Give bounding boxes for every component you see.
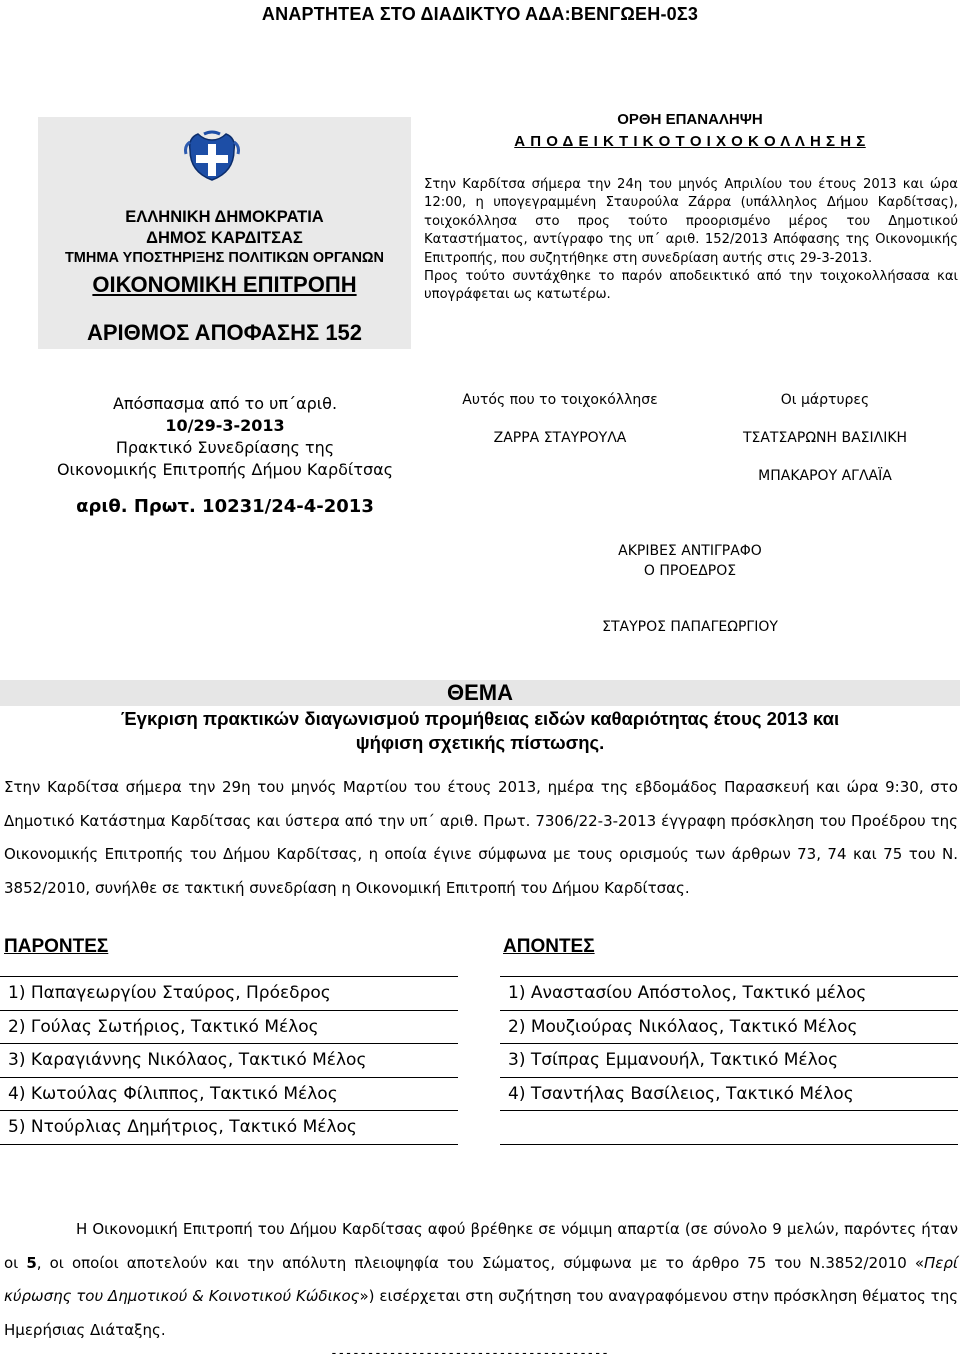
correction-title: ΟΡΘΗ ΕΠΑΝΑΛΗΨΗ xyxy=(617,111,763,128)
witness-2-name: ΜΠΑΚΑΡΟΥ ΑΓΛΑΪΑ xyxy=(758,468,892,484)
law-title: Περί κύρωσης του Δημοτικού & Κοινοτικού Κώδικος xyxy=(4,1253,958,1306)
absent-empty-row xyxy=(500,1111,958,1145)
greek-coat-of-arms-emblem xyxy=(184,128,240,184)
theme-subject-line-2: ψήφιση σχετικής πίστωσης. xyxy=(355,732,605,753)
absent-list xyxy=(500,976,958,1145)
present-count: 5 xyxy=(26,1253,37,1272)
president-name: ΣΤΑΥΡΟΣ ΠΑΠΑΓΕΩΡΓΙΟΥ xyxy=(602,619,778,635)
quorum-paragraph xyxy=(4,1213,958,1347)
excerpt-block xyxy=(20,393,430,481)
present-list xyxy=(0,976,458,1145)
absent-member: 3) Τσίπρας Εμμανουήλ, Τακτικό Μέλος xyxy=(500,1044,958,1078)
posting-paragraph-1: Στην Καρδίτσα σήμερα την 24η του μηνός Απριλίου του έτους 2013 και ώρα 12:00, η υπογεγραμμένη Σταυρούλα Ζάρρα (υπάλληλος Δήμου Καρδίτσας), τοιχοκόλλησα στο προς τούτο προορισμένο μέρος του Δημοτικού Καταστήματος, αντίγραφο της υπ΄ αριθ. 152/2013 Απόφασης της Οικονομικής Επιτροπής, που συζητήθηκε στη συνεδρίαση αυτής στις 29-3-2013. xyxy=(424,177,958,266)
theme-subject-line-1: Έγκριση πρακτικών διαγωνισμού προμήθειας ειδών καθαριότητας έτους 2013 και xyxy=(120,708,840,729)
section-separator: -------------------------------------- xyxy=(330,1346,609,1361)
theme-subject xyxy=(0,707,960,755)
excerpt-line-4: Οικονομικής Επιτροπής Δήμου Καρδίτσας xyxy=(56,460,394,479)
certified-copy-label: ΑΚΡΙΒΕΣ ΑΝΤΙΓΡΑΦΟ xyxy=(618,543,762,559)
municipality-title: ΔΗΜΟΣ ΚΑΡΔΙΤΣΑΣ xyxy=(146,229,303,247)
republic-title: ΕΛΛΗΝΙΚΗ ΔΗΜΟΚΡΑΤΙΑ xyxy=(125,208,324,226)
online-posting-banner: ΑΝΑΡΤΗΤΕΑ ΣΤΟ ΔΙΑΔΙΚΤΥΟ ΑΔΑ:ΒΕΝΓΩΕΗ-0Σ3 xyxy=(261,4,699,24)
quorum-paragraph-text xyxy=(4,1213,958,1347)
absent-member: 4) Τσαντήλας Βασίλειος, Τακτικό Μέλος xyxy=(500,1078,958,1112)
posting-certificate-title: Α Π Ο Δ Ε Ι Κ Τ Ι Κ Ο Τ Ο Ι Χ Ο Κ Ο Λ Λ Η Σ Η Σ xyxy=(514,133,866,150)
posting-certificate-text xyxy=(424,176,958,305)
decision-number: ΑΡΙΘΜΟΣ ΑΠΟΦΑΣΗΣ 152 xyxy=(86,320,363,345)
poster-name: ΖΑΡΡΑ ΣΤΑΥΡΟΥΛΑ xyxy=(493,430,627,446)
present-member: 5) Ντούρλιας Δημήτριος, Τακτικό Μέλος xyxy=(0,1111,458,1145)
absent-member: 1) Αναστασίου Απόστολος, Τακτικό μέλος xyxy=(500,977,958,1011)
president-title: Ο ΠΡΟΕΔΡΟΣ xyxy=(643,563,737,579)
quorum-text-part-2: , οι οποίοι αποτελούν και την απόλυτη πλειοψηφία του Σώματος, σύμφωνα με το άρθρο 75 του Ν.3852/2010 « xyxy=(36,1253,925,1272)
protocol-number: αριθ. Πρωτ. 10231/24-4-2013 xyxy=(76,496,374,517)
posting-paragraph-2: Προς τούτο συντάχθηκε το παρόν αποδεικτικό από την τοιχοκολλήσασα και υπογράφεται ως κατωτέρω. xyxy=(424,269,958,303)
excerpt-line-1: Απόσπασμα από το υπ΄αριθ. xyxy=(112,394,338,413)
present-heading: ΠΑΡΟΝΤΕΣ xyxy=(4,936,109,957)
intro-paragraph-text: Στην Καρδίτσα σήμερα την 29η του μηνός Μαρτίου του έτους 2013, ημέρα της εβδομάδος Παρασκευή και ώρα 9:30, στο Δημοτικό Κατάστημα Καρδίτσας και ύστερα από την υπ΄ αριθ. Πρωτ. 7306/22-3-2013 έγγραφη πρόσκληση του Προέδρου της Οικονομικής Επιτροπής του Δήμου Καρδίτσας, η οποία έγινε σύμφωνα με τους ορισμούς των άρθρων 73, 74 και 75 του Ν. 3852/2010, συνήλθε σε τακτική συνεδρίαση η Οικονομική Επιτροπή του Δήμου Καρδίτσας. xyxy=(4,778,958,897)
excerpt-line-3: Πρακτικό Συνεδρίασης της xyxy=(115,438,335,457)
present-member: 4) Κωτούλας Φίλιππος, Τακτικό Μέλος xyxy=(0,1078,458,1112)
excerpt-minutes-number: 10/29-3-2013 xyxy=(165,416,285,435)
witness-1-name: ΤΣΑΤΣΑΡΩΝΗ ΒΑΣΙΛΙΚΗ xyxy=(742,430,908,446)
poster-label: Αυτός που το τοιχοκόλλησε xyxy=(462,392,658,408)
intro-paragraph xyxy=(4,771,958,905)
present-member: 2) Γούλας Σωτήριος, Τακτικό Μέλος xyxy=(0,1011,458,1045)
department-title: ΤΜΗΜΑ ΥΠΟΣΤΗΡΙΞΗΣ ΠΟΛΙΤΙΚΩΝ ΟΡΓΑΝΩΝ xyxy=(64,250,385,266)
absent-member: 2) Μουζιούρας Νικόλαος, Τακτικό Μέλος xyxy=(500,1011,958,1045)
quorum-text-part-3: ») εισέρχεται στη συζήτηση του αναγραφόμενου στην πρόσκληση θέματος της Ημερήσιας Διάταξης. xyxy=(4,1287,959,1339)
theme-label: ΘΕΜΑ xyxy=(447,680,513,705)
present-member: 1) Παπαγεωργίου Σταύρος, Πρόεδρος xyxy=(0,977,458,1011)
witnesses-label: Οι μάρτυρες xyxy=(780,392,870,408)
committee-title: ΟΙΚΟΝΟΜΙΚΗ ΕΠΙΤΡΟΠΗ xyxy=(92,272,357,297)
quorum-text-part-1: Η Οικονομική Επιτροπή του Δήμου Καρδίτσας αφού βρέθηκε σε νόμιμη απαρτία (σε σύνολο 9 μελών, παρόντες ήταν οι xyxy=(4,1220,958,1272)
absent-heading: ΑΠΟΝΤΕΣ xyxy=(503,936,595,957)
present-member: 3) Καραγιάννης Νικόλαος, Τακτικό Μέλος xyxy=(0,1044,458,1078)
